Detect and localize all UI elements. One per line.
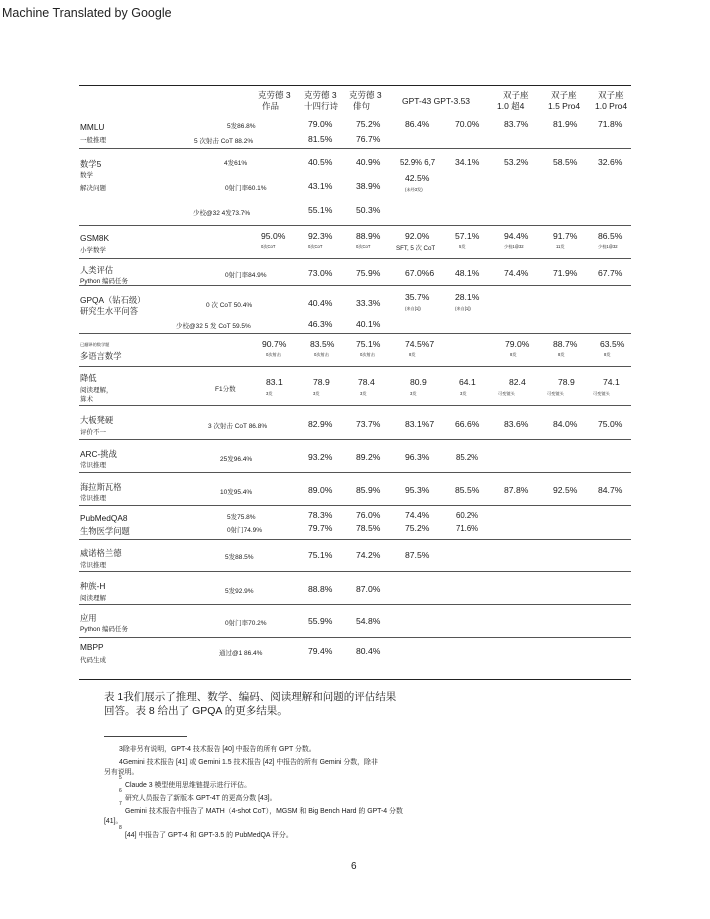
reference-score: 0射门率70.2% bbox=[225, 620, 267, 627]
score-cell: 81.5% bbox=[308, 134, 333, 144]
row-divider bbox=[79, 637, 631, 638]
score-cell: 48.1% bbox=[455, 268, 480, 278]
benchmark-name: 人类评估 bbox=[80, 265, 114, 275]
benchmark-name: GPQA（钻石级） bbox=[80, 295, 146, 305]
score-cell: 78.9 bbox=[558, 377, 575, 387]
score-cell: 60.2% bbox=[456, 511, 479, 520]
shot-note: 3发 bbox=[266, 391, 273, 396]
benchmark-name: GSM8K bbox=[80, 233, 110, 243]
benchmark-name: 降低 bbox=[80, 373, 97, 383]
footnote: 4Gemini 技术报告 [41] 或 Gemini 1.5 技术报告 [42] 中报告的所有 Gemini 分数，除非 bbox=[119, 759, 378, 766]
row-divider bbox=[79, 571, 631, 572]
score-cell: 75.2% bbox=[356, 119, 381, 129]
score-cell: 81.9% bbox=[553, 119, 578, 129]
score-cell: 78.3% bbox=[308, 510, 333, 520]
shot-note: 3发 bbox=[360, 391, 367, 396]
benchmark-name: 数学5 bbox=[80, 159, 102, 169]
shot-note: SFT, 5 次 CoT bbox=[396, 245, 436, 252]
reference-score: 5发75.8% bbox=[227, 514, 256, 521]
score-cell: 78.5% bbox=[356, 523, 381, 533]
reference-score: 10发95.4% bbox=[220, 489, 253, 496]
reference-score: 0射门74.9% bbox=[227, 527, 263, 534]
shot-note: 少校1@32 bbox=[504, 244, 524, 249]
score-cell: 40.4% bbox=[308, 298, 333, 308]
score-cell: 74.5%7 bbox=[405, 339, 435, 349]
score-cell: 75.1% bbox=[356, 339, 381, 349]
reference-score: 5发92.9% bbox=[225, 588, 254, 595]
shot-note: 0次射击 bbox=[314, 352, 329, 357]
row-divider bbox=[79, 148, 631, 149]
benchmark-tag: 已翻译的数学题 bbox=[80, 342, 110, 347]
score-cell: 74.4% bbox=[504, 268, 529, 278]
table-bottom-rule bbox=[79, 679, 631, 680]
benchmark-subtitle: 算术 bbox=[80, 396, 93, 403]
footnote: [44] 中报告了 GPT-4 和 GPT-3.5 的 PubMedQA 评分。 bbox=[125, 832, 293, 839]
row-divider bbox=[79, 333, 631, 334]
score-cell: 70.0% bbox=[455, 119, 480, 129]
score-cell: 33.3% bbox=[356, 298, 381, 308]
benchmark-name: MMLU bbox=[80, 122, 105, 132]
score-cell: 64.1 bbox=[459, 377, 476, 387]
benchmark-subtitle: 常识推理 bbox=[80, 462, 106, 469]
score-cell: 94.4% bbox=[504, 231, 529, 241]
score-cell: 87.0% bbox=[356, 584, 381, 594]
score-cell: 78.9 bbox=[313, 377, 330, 387]
score-cell: 73.7% bbox=[356, 419, 381, 429]
score-cell: 86.4% bbox=[405, 119, 430, 129]
score-cell: 82.4 bbox=[509, 377, 526, 387]
score-cell: 74.2% bbox=[356, 550, 381, 560]
score-cell: 80.9 bbox=[410, 377, 427, 387]
score-cell: 58.5% bbox=[553, 157, 578, 167]
shot-note: 0次CoT bbox=[261, 244, 276, 249]
score-cell: 96.3% bbox=[405, 452, 430, 462]
reference-score: 少校@32 4发73.7% bbox=[193, 210, 251, 217]
score-cell: 75.9% bbox=[356, 268, 381, 278]
score-note: (来自[1]) bbox=[455, 306, 471, 311]
shot-note: 0次CoT bbox=[308, 244, 323, 249]
score-cell: 71.6% bbox=[456, 524, 479, 533]
benchmark-name: 海拉斯瓦格 bbox=[80, 482, 122, 492]
col-header-gemini10-pro: 双子座 1.0 Pro4 bbox=[595, 90, 628, 111]
reference-score: 通过@1 86.4% bbox=[219, 650, 263, 657]
benchmark-name: PubMedQA8 bbox=[80, 513, 128, 523]
table-caption: 表 1我们展示了推理、数学、编码、阅读理解和问题的评估结果 回答。表 8 给出了 GPQA 的更多结果。 bbox=[104, 691, 397, 717]
score-cell: 83.1%7 bbox=[405, 419, 435, 429]
footnote: Gemini 技术报告中报告了 MATH（4-shot CoT），MGSM 和 Big Bench Hard 的 GPT-4 分数 bbox=[125, 808, 403, 815]
score-cell: 52.9% 6,7 bbox=[400, 158, 436, 167]
col-header-gpt: GPT-43 GPT-3.53 bbox=[402, 96, 471, 106]
footnote: 研究人员报告了新版本 GPT-4T 的更高分数 [43]。 bbox=[125, 795, 277, 802]
benchmark-name: 种族-H bbox=[80, 581, 106, 591]
score-cell: 35.7% bbox=[405, 292, 430, 302]
score-cell: 79.4% bbox=[308, 646, 333, 656]
col-header-gemini15-pro: 双子座 1.5 Pro4 bbox=[548, 90, 581, 111]
score-cell: 83.6% bbox=[504, 419, 529, 429]
score-cell: 43.1% bbox=[308, 181, 333, 191]
row-divider bbox=[79, 285, 631, 286]
benchmark-subtitle: 解决问题 bbox=[80, 185, 106, 192]
shot-note: 0次射击 bbox=[266, 352, 281, 357]
score-cell: 53.2% bbox=[504, 157, 529, 167]
score-cell: 88.7% bbox=[553, 339, 578, 349]
score-cell: 50.3% bbox=[356, 205, 381, 215]
shot-note: 0次射击 bbox=[360, 352, 375, 357]
reference-score: 0射门率84.9% bbox=[225, 272, 267, 279]
score-cell: 83.5% bbox=[310, 339, 335, 349]
score-cell: 92.0% bbox=[405, 231, 430, 241]
score-cell: 85.9% bbox=[356, 485, 381, 495]
score-cell: 84.7% bbox=[598, 485, 623, 495]
score-cell: 87.8% bbox=[504, 485, 529, 495]
score-cell: 74.4% bbox=[405, 510, 430, 520]
benchmark-name: 大板凳硬 bbox=[80, 415, 114, 425]
benchmark-subtitle: 小学数学 bbox=[80, 247, 106, 254]
benchmark-subtitle: 代码生成 bbox=[80, 657, 106, 664]
row-divider bbox=[79, 604, 631, 605]
score-cell: 83.7% bbox=[504, 119, 529, 129]
shot-note: 8发 bbox=[409, 352, 416, 357]
shot-note: 少校1@32 bbox=[598, 244, 618, 249]
shot-note: 3发 bbox=[313, 391, 320, 396]
score-cell: 71.9% bbox=[553, 268, 578, 278]
row-divider bbox=[79, 472, 631, 473]
shot-note: 可变镜头 bbox=[547, 391, 564, 396]
reference-score: 5 次射击 CoT 88.2% bbox=[194, 138, 254, 145]
score-cell: 78.4 bbox=[358, 377, 375, 387]
benchmark-name: ARC-挑战 bbox=[80, 449, 117, 459]
reference-score: 少校@32 5 发 CoT 59.5% bbox=[176, 323, 251, 330]
benchmark-subtitle: 研究生水平问答 bbox=[80, 306, 139, 316]
row-divider bbox=[79, 505, 631, 506]
score-cell: 54.8% bbox=[356, 616, 381, 626]
reference-score: 5发86.8% bbox=[227, 123, 256, 130]
col-header-gemini-ultra: 双子座 1.0 超4 bbox=[497, 90, 529, 111]
shot-note: 8发 bbox=[510, 352, 517, 357]
row-divider bbox=[79, 405, 631, 406]
shot-note: 5发 bbox=[459, 244, 466, 249]
benchmark-subtitle: 阅读理解， bbox=[80, 387, 113, 394]
score-cell: 93.2% bbox=[308, 452, 333, 462]
footnote-divider bbox=[104, 736, 187, 737]
reference-score: 0 次 CoT 50.4% bbox=[206, 302, 253, 309]
col-header-claude3-opus: 克劳德 3 作品 bbox=[258, 90, 291, 111]
page-number: 6 bbox=[351, 861, 357, 872]
shot-note: 3发 bbox=[460, 391, 467, 396]
shot-note: 8发 bbox=[558, 352, 565, 357]
score-cell: 89.0% bbox=[308, 485, 333, 495]
score-cell: 83.1 bbox=[266, 377, 283, 387]
score-cell: 67.7% bbox=[598, 268, 623, 278]
score-cell: 82.9% bbox=[308, 419, 333, 429]
col-header-claude3-sonnet: 克劳德 3 十四行诗 bbox=[304, 90, 339, 111]
benchmark-subtitle: Python 编码任务 bbox=[80, 626, 129, 633]
score-cell: 92.5% bbox=[553, 485, 578, 495]
score-cell: 74.1 bbox=[603, 377, 620, 387]
score-cell: 80.4% bbox=[356, 646, 381, 656]
benchmark-subtitle: 生物医学问题 bbox=[80, 526, 130, 536]
score-cell: 90.7% bbox=[262, 339, 287, 349]
footnote: Claude 3 模型使用思维链提示进行评估。 bbox=[125, 782, 251, 789]
row-divider bbox=[79, 539, 631, 540]
footnote: 另有说明。 bbox=[104, 769, 139, 776]
benchmark-name: 威诺格兰德 bbox=[80, 548, 122, 558]
benchmark-subtitle: 常识推理 bbox=[80, 495, 106, 502]
row-divider bbox=[79, 225, 631, 226]
score-cell: 40.1% bbox=[356, 319, 381, 329]
col-header-claude3-haiku: 克劳德 3 俳句 bbox=[349, 90, 382, 111]
score-cell: 84.0% bbox=[553, 419, 578, 429]
watermark: Machine Translated by Google bbox=[2, 6, 172, 20]
score-cell: 73.0% bbox=[308, 268, 333, 278]
score-cell: 79.0% bbox=[505, 339, 530, 349]
score-cell: 88.9% bbox=[356, 231, 381, 241]
benchmark-subtitle: 常识推理 bbox=[80, 562, 106, 569]
score-cell: 40.5% bbox=[308, 157, 333, 167]
score-cell: 88.8% bbox=[308, 584, 333, 594]
benchmark-subtitle: 评价不一 bbox=[80, 429, 106, 436]
score-cell: 28.1% bbox=[455, 292, 480, 302]
shot-note: 可变镜头 bbox=[498, 391, 515, 396]
benchmark-subtitle: 阅读理解 bbox=[80, 595, 106, 602]
reference-score: 0射门率60.1% bbox=[225, 185, 267, 192]
benchmark-subtitle: Python 编码任务 bbox=[80, 278, 129, 285]
shot-note: 11发 bbox=[556, 244, 565, 249]
score-cell: 75.0% bbox=[598, 419, 623, 429]
score-note: (来自[1]) bbox=[405, 306, 421, 311]
score-cell: 87.5% bbox=[405, 550, 430, 560]
score-cell: 71.8% bbox=[598, 119, 623, 129]
footnote: [41]。 bbox=[104, 818, 123, 825]
score-cell: 66.6% bbox=[455, 419, 480, 429]
reference-score: 3 次射击 CoT 86.8% bbox=[208, 423, 268, 430]
score-cell: 91.7% bbox=[553, 231, 578, 241]
row-divider bbox=[79, 439, 631, 440]
score-cell: 95.0% bbox=[261, 231, 286, 241]
score-cell: 34.1% bbox=[455, 157, 480, 167]
footnote: 3除非另有说明，GPT-4 技术报告 [40] 中报告的所有 GPT 分数。 bbox=[119, 746, 316, 753]
score-cell: 46.3% bbox=[308, 319, 333, 329]
shot-note: 0次CoT bbox=[356, 244, 371, 249]
benchmark-subtitle: 一般推理 bbox=[80, 137, 106, 144]
shot-note: 8发 bbox=[604, 352, 611, 357]
score-cell: 75.2% bbox=[405, 523, 430, 533]
score-cell: 79.7% bbox=[308, 523, 333, 533]
benchmark-name: 应用 bbox=[80, 613, 97, 623]
score-cell: 89.2% bbox=[356, 452, 381, 462]
reference-score: 5发88.5% bbox=[225, 554, 254, 561]
shot-note: 可变镜头 bbox=[593, 391, 610, 396]
score-cell: 79.0% bbox=[308, 119, 333, 129]
row-divider bbox=[79, 366, 631, 367]
footnote-marker: 6 bbox=[119, 788, 122, 794]
metric-label: F1分数 bbox=[215, 386, 236, 393]
reference-score: 25发96.4% bbox=[220, 456, 253, 463]
score-cell: 67.0%6 bbox=[405, 268, 435, 278]
footnote-marker: 8 bbox=[119, 825, 122, 831]
score-cell: 76.7% bbox=[356, 134, 381, 144]
score-cell: 32.6% bbox=[598, 157, 623, 167]
score-cell: 38.9% bbox=[356, 181, 381, 191]
score-cell: 55.1% bbox=[308, 205, 333, 215]
score-cell: 92.3% bbox=[308, 231, 333, 241]
footnote-marker: 5 bbox=[119, 775, 122, 781]
score-cell: 85.2% bbox=[456, 453, 479, 462]
score-cell: 42.5% bbox=[405, 173, 430, 183]
reference-score: 4发61% bbox=[224, 160, 248, 167]
score-cell: 86.5% bbox=[598, 231, 623, 241]
shot-note: 3发 bbox=[410, 391, 417, 396]
score-cell: 55.9% bbox=[308, 616, 333, 626]
benchmark-subtitle: 数学 bbox=[80, 172, 93, 179]
benchmark-name: MBPP bbox=[80, 642, 104, 652]
score-cell: 85.5% bbox=[455, 485, 480, 495]
table-top-rule bbox=[79, 85, 631, 86]
score-note: (未经3发) bbox=[405, 187, 423, 192]
score-cell: 95.3% bbox=[405, 485, 430, 495]
row-divider bbox=[79, 258, 631, 259]
footnote-marker: 7 bbox=[119, 801, 122, 807]
score-cell: 76.0% bbox=[356, 510, 381, 520]
score-cell: 40.9% bbox=[356, 157, 381, 167]
score-cell: 57.1% bbox=[455, 231, 480, 241]
benchmark-name: 多语言数学 bbox=[80, 351, 122, 361]
score-cell: 63.5% bbox=[600, 339, 625, 349]
score-cell: 75.1% bbox=[308, 550, 333, 560]
